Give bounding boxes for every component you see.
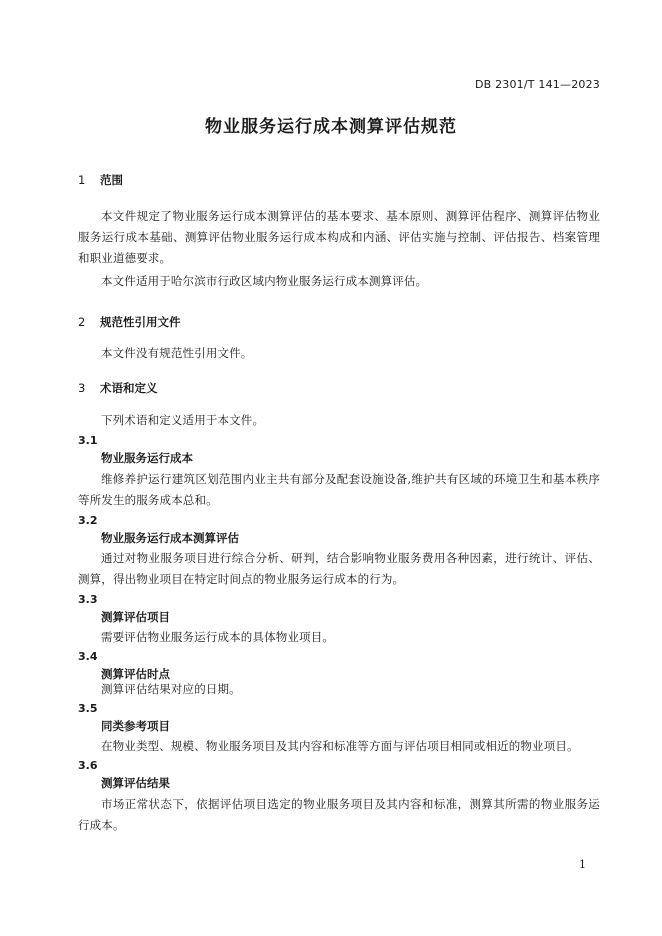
- terms-intro-paragraph: 下列术语和定义适用于本文件。: [101, 413, 265, 427]
- term-name: 测算评估时点: [101, 667, 170, 681]
- references-paragraph: 本文件没有规范性引用文件。: [101, 346, 253, 360]
- term-number: 3.3: [78, 593, 98, 606]
- term-number: 3.4: [78, 650, 98, 663]
- section-title: 规范性引用文件: [100, 315, 181, 329]
- scope-paragraph-2: 本文件适用于哈尔滨市行政区域内物业服务运行成本测算评估。: [101, 274, 428, 288]
- term-definition: 维修养护运行建筑区划范围内业主共有部分及配套设施设备,维护共有区域的环境卫生和基本秩序等所发生的服务成本总和。: [78, 472, 600, 507]
- term-definition: 通过对物业服务项目进行综合分析、研判，结合影响物业服务费用各种因素，进行统计、评估、测算，得出物业项目在特定时间点的物业服务运行成本的行为。: [78, 551, 600, 586]
- term-number: 3.2: [78, 514, 98, 527]
- scope-paragraph-1: 本文件规定了物业服务运行成本测算评估的基本要求、基本原则、测算评估程序、测算评估物业服务运行成本基础、测算评估物业服务运行成本构成和内涵、评估实施与控制、评估报告、档案管理和职业道德要求。: [78, 209, 600, 265]
- page-number: 1: [579, 858, 586, 871]
- term-name: 同类参考项目: [101, 719, 170, 733]
- section-heading-terms: [78, 380, 158, 396]
- term-definition: 在物业类型、规模、物业服务项目及其内容和标准等方面与评估项目相同或相近的物业项目。: [101, 739, 579, 753]
- term-number: 3.6: [78, 759, 98, 772]
- term-name: 物业服务运行成本: [101, 451, 193, 465]
- term-number: 3.5: [78, 702, 98, 715]
- section-number: 1: [78, 173, 86, 187]
- standard-code: DB 2301/T 141—2023: [474, 78, 600, 91]
- term-definition: 测算评估结果对应的日期。: [101, 682, 241, 696]
- section-title: 范围: [100, 173, 124, 187]
- term-definition: 市场正常状态下，依据评估项目选定的物业服务项目及其内容和标准，测算其所需的物业服务运行成本。: [78, 797, 600, 832]
- term-number: 3.1: [78, 434, 98, 447]
- section-number: 3: [78, 381, 86, 395]
- term-name: 物业服务运行成本测算评估: [101, 531, 239, 545]
- section-title: 术语和定义: [100, 381, 158, 395]
- section-heading-scope: [78, 172, 123, 188]
- term-definition: 需要评估物业服务运行成本的具体物业项目。: [101, 630, 334, 644]
- document-title: 物业服务运行成本测算评估规范: [205, 117, 457, 137]
- term-name: 测算评估结果: [101, 776, 170, 790]
- section-heading-normative-references: [78, 314, 181, 330]
- section-number: 2: [78, 315, 86, 329]
- term-name: 测算评估项目: [101, 610, 170, 624]
